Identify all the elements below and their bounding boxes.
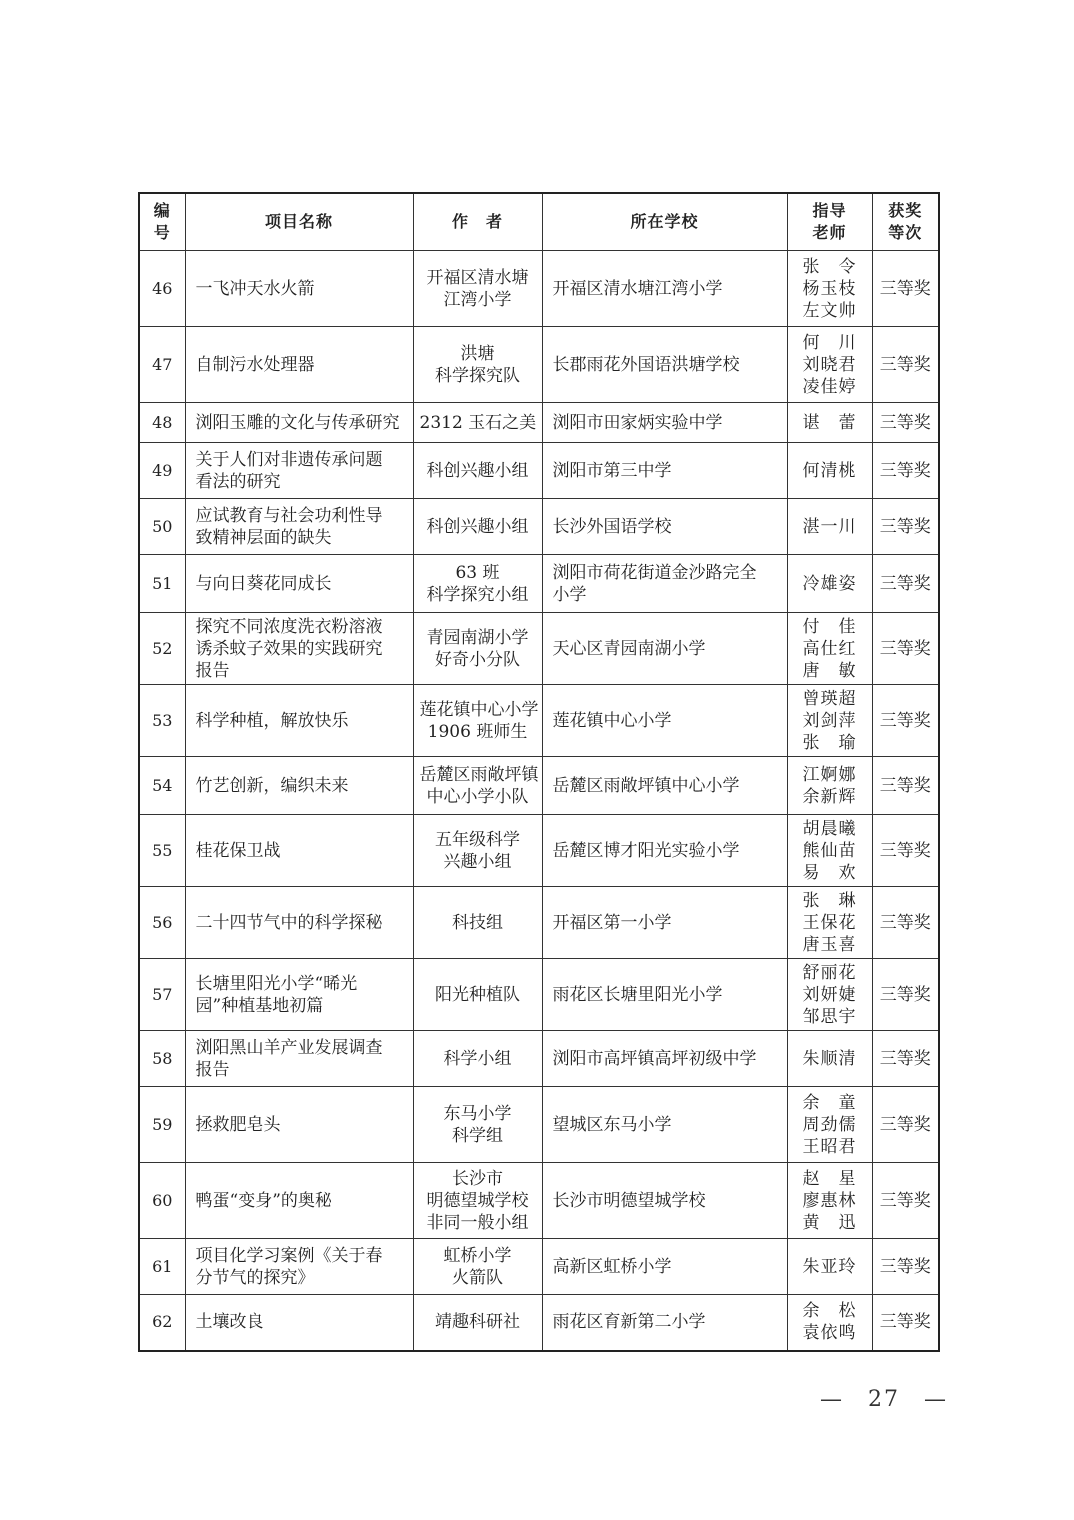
project-name-cell xyxy=(185,1295,413,1351)
project-name-cell-line: 二十四节气中的科学探秘 xyxy=(195,912,383,933)
author-cell-line: 科学探究小组 xyxy=(426,584,529,605)
school-cell xyxy=(542,815,787,887)
author-cell-line: 洪塘 xyxy=(460,343,495,364)
school-cell xyxy=(542,959,787,1031)
teacher-cell-line: 刘晓君 xyxy=(802,354,857,375)
table-row xyxy=(139,1295,939,1351)
award-cell: 三等奖 xyxy=(872,887,939,959)
header-teacher xyxy=(787,193,872,251)
school-cell xyxy=(542,555,787,613)
school-cell-line: 浏阳市田家炳实验中学 xyxy=(552,412,723,433)
project-name-cell-line: 自制污水处理器 xyxy=(195,354,315,375)
author-cell-line: 兴趣小组 xyxy=(443,851,512,872)
row-number: 47 xyxy=(139,327,185,403)
project-name-cell-line: 一飞冲天水火箭 xyxy=(195,278,315,299)
table-row xyxy=(139,555,939,613)
table-row xyxy=(139,403,939,443)
school-cell-line: 莲花镇中心小学 xyxy=(552,710,672,731)
school-cell xyxy=(542,1239,787,1295)
school-cell xyxy=(542,499,787,555)
school-cell-line: 浏阳市高坪镇高坪初级中学 xyxy=(552,1048,757,1069)
teacher-cell-line: 余 松 xyxy=(802,1301,857,1322)
author-cell-line: 明德望城学校 xyxy=(426,1190,529,1211)
teacher-cell-line: 张 瑜 xyxy=(802,732,857,753)
row-number: 59 xyxy=(139,1087,185,1163)
teacher-cell-line: 余 童 xyxy=(802,1092,857,1113)
school-cell-line: 雨花区长塘里阳光小学 xyxy=(552,984,723,1005)
teacher-cell-line: 朱亚玲 xyxy=(802,1256,857,1277)
row-number: 48 xyxy=(139,403,185,443)
award-cell: 三等奖 xyxy=(872,499,939,555)
teacher-cell-line: 左文帅 xyxy=(802,300,857,321)
school-cell xyxy=(542,613,787,685)
author-cell xyxy=(413,555,542,613)
project-name-cell xyxy=(185,1239,413,1295)
teacher-cell-line: 胡晨曦 xyxy=(802,818,857,839)
teacher-cell-line: 何清桃 xyxy=(802,460,857,481)
school-cell-line: 长沙市明德望城学校 xyxy=(552,1190,706,1211)
author-cell-line: 好奇小分队 xyxy=(435,649,520,670)
project-name-cell-line: 长塘里阳光小学“晞光 xyxy=(195,973,358,994)
project-name-cell-line: 浏阳玉雕的文化与传承研究 xyxy=(195,412,400,433)
author-cell xyxy=(413,403,542,443)
row-number: 55 xyxy=(139,815,185,887)
author-cell-line: 开福区清水塘 xyxy=(426,267,529,288)
author-cell-line: 莲花镇中心小学 xyxy=(419,699,539,720)
author-cell xyxy=(413,1163,542,1239)
school-cell xyxy=(542,1163,787,1239)
table-row xyxy=(139,815,939,887)
award-cell: 三等奖 xyxy=(872,959,939,1031)
project-name-cell xyxy=(185,959,413,1031)
author-cell xyxy=(413,1031,542,1087)
teacher-cell xyxy=(787,1239,872,1295)
awards-table-container xyxy=(138,192,938,1352)
teacher-cell-line: 高仕红 xyxy=(802,638,857,659)
awards-table xyxy=(138,192,940,1352)
table-row xyxy=(139,1163,939,1239)
project-name-cell-line: 土壤改良 xyxy=(195,1312,264,1333)
teacher-cell-line: 刘剑萍 xyxy=(802,710,857,731)
teacher-cell-line: 谌 蕾 xyxy=(802,412,857,433)
row-number: 53 xyxy=(139,685,185,757)
project-name-cell-line: 探究不同浓度洗衣粉溶液 xyxy=(195,616,383,637)
project-name-cell xyxy=(185,757,413,815)
project-name-cell xyxy=(185,555,413,613)
author-cell xyxy=(413,757,542,815)
author-cell xyxy=(413,815,542,887)
school-cell-line: 岳麓区博才阳光实验小学 xyxy=(552,840,740,861)
author-cell-line: 江湾小学 xyxy=(443,289,512,310)
teacher-cell xyxy=(787,887,872,959)
teacher-cell xyxy=(787,443,872,499)
award-cell: 三等奖 xyxy=(872,555,939,613)
teacher-cell-line: 廖惠林 xyxy=(802,1190,857,1211)
author-cell xyxy=(413,1295,542,1351)
author-cell-line: 科学小组 xyxy=(443,1048,512,1069)
school-cell-line: 岳麓区雨敞坪镇中心小学 xyxy=(552,775,740,796)
project-name-cell-line: 分节气的探究》 xyxy=(195,1267,315,1288)
row-number: 57 xyxy=(139,959,185,1031)
author-cell-line: 63 班 xyxy=(455,562,500,583)
award-cell: 三等奖 xyxy=(872,613,939,685)
teacher-cell xyxy=(787,1087,872,1163)
teacher-cell xyxy=(787,959,872,1031)
table-row xyxy=(139,757,939,815)
school-cell xyxy=(542,403,787,443)
row-number: 61 xyxy=(139,1239,185,1295)
header-project-name: 项目名称 xyxy=(185,193,413,251)
header-author: 作 者 xyxy=(413,193,542,251)
row-number: 62 xyxy=(139,1295,185,1351)
author-cell-line: 科创兴趣小组 xyxy=(426,460,529,481)
school-cell-line: 长沙外国语学校 xyxy=(552,516,672,537)
teacher-cell-line: 付 佳 xyxy=(802,616,857,637)
header-teacher-line-1: 指导 xyxy=(812,201,847,220)
project-name-cell xyxy=(185,1087,413,1163)
project-name-cell xyxy=(185,499,413,555)
project-name-cell-line: 与向日葵花同成长 xyxy=(195,573,332,594)
project-name-cell xyxy=(185,251,413,327)
author-cell-line: 中心小学小队 xyxy=(426,786,529,807)
author-cell-line: 科学组 xyxy=(452,1125,503,1146)
author-cell-line: 2312 玉石之美 xyxy=(419,412,537,433)
teacher-cell xyxy=(787,1295,872,1351)
award-cell: 三等奖 xyxy=(872,327,939,403)
author-cell-line: 靖趣科研社 xyxy=(435,1312,520,1333)
author-cell xyxy=(413,443,542,499)
table-row xyxy=(139,443,939,499)
project-name-cell-line: 浏阳黑山羊产业发展调查 xyxy=(195,1037,383,1058)
table-row xyxy=(139,959,939,1031)
school-cell-line: 开福区第一小学 xyxy=(552,912,672,933)
school-cell-line: 望城区东马小学 xyxy=(552,1114,672,1135)
teacher-cell-line: 张 令 xyxy=(802,256,857,277)
teacher-cell-line: 杨玉枝 xyxy=(802,278,857,299)
table-row xyxy=(139,251,939,327)
teacher-cell xyxy=(787,499,872,555)
project-name-cell xyxy=(185,1163,413,1239)
author-cell-line: 长沙市 xyxy=(452,1168,503,1189)
project-name-cell-line: 鸭蛋“变身”的奥秘 xyxy=(195,1190,332,1211)
project-name-cell-line: 竹艺创新，编织未来 xyxy=(195,775,349,796)
award-cell: 三等奖 xyxy=(872,1163,939,1239)
table-row xyxy=(139,1239,939,1295)
project-name-cell-line: 园”种植基地初篇 xyxy=(195,995,324,1016)
award-cell: 三等奖 xyxy=(872,1295,939,1351)
table-row xyxy=(139,613,939,685)
author-cell-line: 火箭队 xyxy=(452,1267,503,1288)
author-cell-line: 阳光种植队 xyxy=(435,984,520,1005)
school-cell-line: 高新区虹桥小学 xyxy=(552,1256,672,1277)
author-cell-line: 虹桥小学 xyxy=(443,1245,512,1266)
project-name-cell xyxy=(185,815,413,887)
header-award-line-2: 等次 xyxy=(888,223,923,242)
project-name-cell xyxy=(185,403,413,443)
school-cell xyxy=(542,443,787,499)
row-number: 58 xyxy=(139,1031,185,1087)
award-cell: 三等奖 xyxy=(872,815,939,887)
school-cell-line: 长郡雨花外国语洪塘学校 xyxy=(552,354,740,375)
teacher-cell-line: 唐玉喜 xyxy=(802,934,857,955)
project-name-cell-line: 关于人们对非遗传承问题 xyxy=(195,449,383,470)
teacher-cell xyxy=(787,685,872,757)
project-name-cell xyxy=(185,685,413,757)
header-school: 所在学校 xyxy=(542,193,787,251)
school-cell-line: 雨花区育新第二小学 xyxy=(552,1312,706,1333)
teacher-cell-line: 邹思宇 xyxy=(802,1006,857,1027)
author-cell-line: 1906 班师生 xyxy=(427,721,528,742)
school-cell xyxy=(542,1031,787,1087)
author-cell xyxy=(413,685,542,757)
project-name-cell-line: 桂花保卫战 xyxy=(195,840,281,861)
author-cell-line: 科技组 xyxy=(452,912,503,933)
teacher-cell-line: 周劲儒 xyxy=(802,1114,857,1135)
teacher-cell xyxy=(787,327,872,403)
author-cell-line: 科学探究队 xyxy=(435,365,520,386)
teacher-cell-line: 江婀娜 xyxy=(802,764,857,785)
teacher-cell xyxy=(787,1163,872,1239)
project-name-cell-line: 报告 xyxy=(195,1059,230,1080)
teacher-cell xyxy=(787,403,872,443)
teacher-cell-line: 凌佳婷 xyxy=(802,376,857,397)
school-cell xyxy=(542,327,787,403)
teacher-cell-line: 袁依鸣 xyxy=(802,1323,857,1344)
teacher-cell-line: 曾瑛超 xyxy=(802,688,857,709)
author-cell-line: 青园南湖小学 xyxy=(426,627,529,648)
author-cell-line: 科创兴趣小组 xyxy=(426,516,529,537)
teacher-cell-line: 湛一川 xyxy=(802,516,857,537)
award-cell: 三等奖 xyxy=(872,251,939,327)
row-number: 50 xyxy=(139,499,185,555)
school-cell xyxy=(542,251,787,327)
project-name-cell xyxy=(185,327,413,403)
teacher-cell xyxy=(787,757,872,815)
school-cell xyxy=(542,1295,787,1351)
row-number: 52 xyxy=(139,613,185,685)
page-number: — 27 — xyxy=(820,1387,948,1412)
table-row xyxy=(139,887,939,959)
author-cell xyxy=(413,251,542,327)
author-cell-line: 东马小学 xyxy=(443,1103,512,1124)
award-cell: 三等奖 xyxy=(872,1031,939,1087)
row-number: 46 xyxy=(139,251,185,327)
teacher-cell-line: 张 琳 xyxy=(802,890,857,911)
project-name-cell-line: 致精神层面的缺失 xyxy=(195,527,332,548)
project-name-cell-line: 拯救肥皂头 xyxy=(195,1114,281,1135)
award-cell: 三等奖 xyxy=(872,1239,939,1295)
teacher-cell-line: 易 欢 xyxy=(802,862,857,883)
author-cell-line: 五年级科学 xyxy=(435,829,520,850)
project-name-cell xyxy=(185,1031,413,1087)
school-cell-line: 浏阳市荷花街道金沙路完全 xyxy=(552,562,757,583)
author-cell xyxy=(413,327,542,403)
school-cell-line: 浏阳市第三中学 xyxy=(552,460,672,481)
row-number: 56 xyxy=(139,887,185,959)
header-award-line-1: 获奖 xyxy=(888,201,923,220)
teacher-cell-line: 王保花 xyxy=(802,912,857,933)
table-body xyxy=(139,251,939,1351)
teacher-cell-line: 余新辉 xyxy=(802,786,857,807)
award-cell: 三等奖 xyxy=(872,403,939,443)
school-cell xyxy=(542,1087,787,1163)
school-cell xyxy=(542,685,787,757)
project-name-cell xyxy=(185,613,413,685)
school-cell xyxy=(542,757,787,815)
teacher-cell-line: 熊仙苗 xyxy=(802,840,857,861)
project-name-cell-line: 报告 xyxy=(195,660,230,681)
row-number: 54 xyxy=(139,757,185,815)
author-cell xyxy=(413,887,542,959)
teacher-cell-line: 唐 敏 xyxy=(802,660,857,681)
header-teacher-line-2: 老师 xyxy=(812,223,847,242)
author-cell xyxy=(413,1087,542,1163)
author-cell xyxy=(413,499,542,555)
author-cell xyxy=(413,1239,542,1295)
project-name-cell-line: 诱杀蚊子效果的实践研究 xyxy=(195,638,383,659)
teacher-cell-line: 舒丽花 xyxy=(802,962,857,983)
award-cell: 三等奖 xyxy=(872,685,939,757)
table-row xyxy=(139,499,939,555)
project-name-cell-line: 科学种植，解放快乐 xyxy=(195,710,349,731)
teacher-cell-line: 黄 迅 xyxy=(802,1212,857,1233)
project-name-cell xyxy=(185,887,413,959)
author-cell xyxy=(413,959,542,1031)
author-cell xyxy=(413,613,542,685)
teacher-cell-line: 赵 星 xyxy=(802,1168,857,1189)
project-name-cell-line: 看法的研究 xyxy=(195,471,281,492)
row-number: 60 xyxy=(139,1163,185,1239)
header-award xyxy=(872,193,939,251)
table-header-row xyxy=(139,193,939,251)
teacher-cell-line: 何 川 xyxy=(802,332,857,353)
row-number: 51 xyxy=(139,555,185,613)
teacher-cell xyxy=(787,1031,872,1087)
teacher-cell-line: 冷雄姿 xyxy=(802,573,857,594)
award-cell: 三等奖 xyxy=(872,757,939,815)
table-row xyxy=(139,685,939,757)
teacher-cell-line: 刘妍婕 xyxy=(802,984,857,1005)
author-cell-line: 非同一般小组 xyxy=(426,1212,529,1233)
teacher-cell xyxy=(787,815,872,887)
table-row xyxy=(139,327,939,403)
teacher-cell-line: 朱顺清 xyxy=(802,1048,857,1069)
teacher-cell xyxy=(787,613,872,685)
row-number: 49 xyxy=(139,443,185,499)
teacher-cell xyxy=(787,555,872,613)
award-cell: 三等奖 xyxy=(872,1087,939,1163)
school-cell-line: 天心区青园南湖小学 xyxy=(552,638,706,659)
award-cell: 三等奖 xyxy=(872,443,939,499)
project-name-cell-line: 应试教育与社会功利性导 xyxy=(195,505,383,526)
author-cell-line: 岳麓区雨敞坪镇 xyxy=(419,764,539,785)
teacher-cell xyxy=(787,251,872,327)
teacher-cell-line: 王昭君 xyxy=(802,1136,857,1157)
table-row xyxy=(139,1031,939,1087)
project-name-cell-line: 项目化学习案例《关于春 xyxy=(195,1245,383,1266)
school-cell-line: 开福区清水塘江湾小学 xyxy=(552,278,723,299)
school-cell-line: 小学 xyxy=(552,584,587,605)
project-name-cell xyxy=(185,443,413,499)
header-num: 编号 xyxy=(139,193,185,251)
table-row xyxy=(139,1087,939,1163)
school-cell xyxy=(542,887,787,959)
